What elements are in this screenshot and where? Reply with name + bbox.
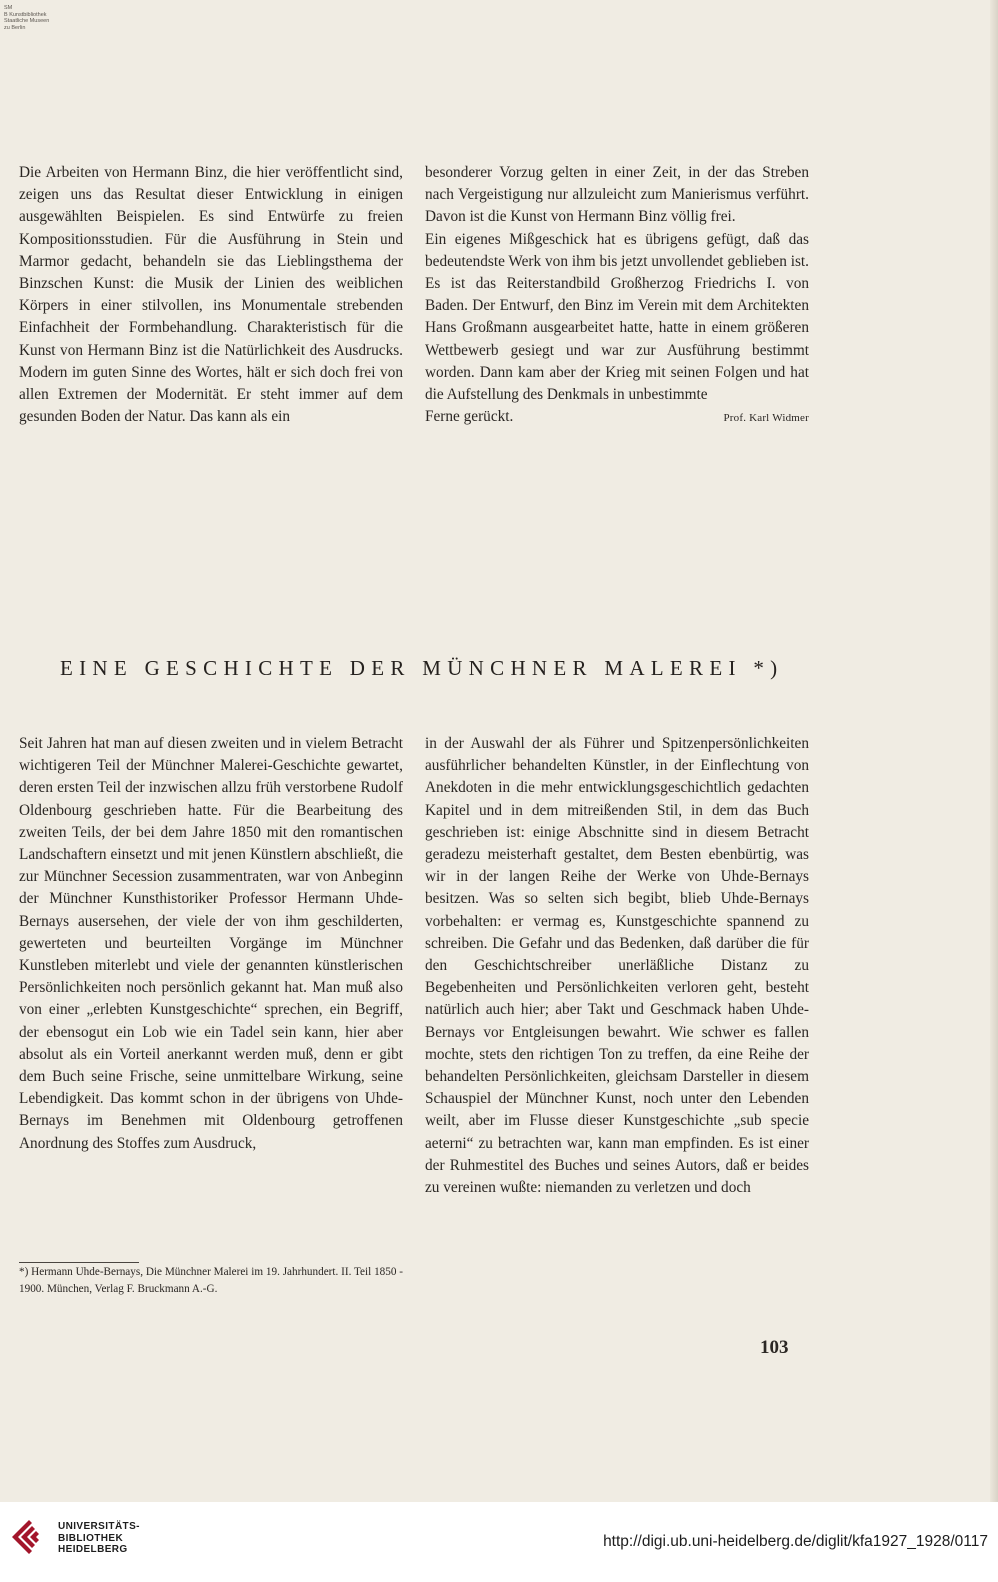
- university-logo-icon: [10, 1518, 48, 1556]
- library-stamp: [4, 5, 84, 31]
- institution-line: BIBLIOTHEK: [58, 1532, 124, 1544]
- paragraph: in der Auswahl der als Führer und Spitzenpersönlichkeiten ausführlicher behandelten Künstler, in der Einflechtung von Anekdoten in die mehr entwicklungsgeschichtlich gedachten Kapitel und in dem mitreißenden Stil, in dem das Buch geschrieben ist: einige Abschnitte sind in diesem Betracht geradezu meisterhaft gestaltet, dem Besten ebenbürtig, was wir in der langen Reihe der Werke von Uhde-Bernays besitzen. Was so selten sich begibt, blieb Uhde-Bernays vorbehalten: er vermag es, Kunstgeschichte spannend zu schreiben. Die Gefahr und das Bedenken, daß darüber die für den Geschichtschreiber unerläßliche Distanz zu Begebenheiten und Persönlichkeiten verloren geht, besteht natürlich auch hier; aber Takt und Geschmack haben Uhde-Bernays vor Entgleisungen bewahrt. Wie schwer es fallen mochte, stets den richtigen Ton zu treffen, da eine Reihe der behandelten Persönlichkeiten, gleichsam Darsteller in diesem Schauspiel der Münchner Kunst, noch unter den Lebenden weilt, aber im Flusse dieser Kunstgeschichte „sub specie aeterni“ zu betrachten war, kann man empfinden. Es ist einer der Ruhmestitel des Buches und seines Autors, daß er beides zu vereinen wußte: niemanden zu verletzen und doch: [425, 735, 809, 1197]
- paragraph: Seit Jahren hat man auf diesen zweiten und in vielem Betracht wichtigeren Teil der Münchner Malerei-Geschichte gewartet, deren ersten Teil der inzwischen allzu früh verstorbene Rudolf Oldenbourg geschrieben hatte. Für die Bearbeitung des zweiten Teils, der bei dem Jahre 1850 mit den romantischen Landschaftern einsetzt und mit jenen Künstlern abschließt, die zur Münchner Secession zusammentraten, war von Anbeginn der Münchner Kunsthistoriker Professor Hermann Uhde-Bernays ausersehen, der viele der von ihm geschilderten, gewerteten und beurteilten Vorgänge im Münchner Kunstleben miterlebt und viele der genannten künstlerischen Persönlichkeiten noch persönlich gekannt hat. Man muß also von einer „erlebten Kunstgeschichte“ sprechen, ein Begriff, der ebensogut ein Lob wie ein Tadel sein kann, hier aber absolut als ein Vorteil anerkannt werden muß, denn er gibt dem Buch seine Frische, seine unmittelbare Wirkung, seine Lebendigkeit. Das kommt schon in der übrigens von Uhde-Bernays im Benehmen mit Oldenbourg getroffenen Anordnung des Stoffes zum Ausdruck,: [19, 735, 403, 1152]
- paragraph: Die Arbeiten von Hermann Binz, die hier veröffentlicht sind, zeigen uns das Resultat dieser Entwicklung in einigen ausgewählten Beispielen. Es sind Entwürfe zu freien Kompositionsstudien. Für die Ausführung in Stein und Marmor gedacht, behandeln sie das Lieblingsthema der Binzschen Kunst: die Musik der Linien des weiblichen Körpers in einer stilvollen, ins Monumentale strebenden Einfachheit der Formbehandlung. Charakteristisch für die Kunst von Hermann Binz ist die Natürlichkeit des Ausdrucks. Modern im guten Sinne des Wortes, hält er sich doch frei von allen Extremen der Modernität. Er steht immer auf dem gesunden Boden der Natur. Das kann als ein: [19, 164, 403, 426]
- institution-line: UNIVERSITÄTS-: [58, 1521, 140, 1532]
- article-bottom-right-column: [425, 733, 809, 1199]
- page-edge: [990, 0, 998, 1502]
- closing-line: [425, 406, 809, 429]
- digitization-footer: [0, 1502, 998, 1582]
- closing-text: Ferne gerückt.: [425, 408, 514, 426]
- source-url: http://digi.ub.uni-heidelberg.de/diglit/kfa1927_1928/0117: [603, 1533, 988, 1550]
- article-top-right-column: [425, 162, 809, 429]
- author-signature: Prof. Karl Widmer: [723, 412, 809, 425]
- paragraph: besonderer Vorzug gelten in einer Zeit, in der das Streben nach Vergeistigung nur allzuleicht zum Manierismus verführt. Davon ist die Kunst von Hermann Binz völlig frei.: [425, 164, 809, 226]
- stamp-line: B Kunstbibliothek: [4, 11, 47, 18]
- institution-line: HEIDELBERG: [58, 1544, 128, 1555]
- article-top-left-column: [19, 162, 403, 428]
- footnote: *) Hermann Uhde-Bernays, Die Münchner Malerei im 19. Jahrhundert. II. Teil 1850 - 1900. München, Verlag F. Bruckmann A.-G.: [19, 1266, 403, 1295]
- footnote-divider: [19, 1262, 139, 1263]
- article-heading: EINE GESCHICHTE DER MÜNCHNER MALEREI *): [60, 656, 784, 680]
- article-bottom-left-column: [19, 733, 403, 1155]
- stamp-line: Staatliche Museen: [4, 18, 50, 24]
- paragraph: Ein eigenes Mißgeschick hat es übrigens gefügt, daß das bedeutendste Werk von ihm bis jetzt unvollendet geblieben ist. Es ist das Reiterstandbild Großherzog Friedrichs I. von Baden. Der Entwurf, den Binz im Verein mit dem Architekten Hans Großmann ausgearbeitet hatte, hatte in einem größeren Wettbewerb gesiegt und war zur Ausführung bestimmt worden. Dann kam aber der Krieg mit seinen Folgen und hat die Aufstellung des Denkmals in unbestimmte: [425, 230, 809, 404]
- stamp-line: zu Berlin: [4, 24, 26, 31]
- institution-name: [58, 1521, 140, 1556]
- stamp-line: SM: [4, 5, 13, 11]
- page-number: 103: [760, 1337, 789, 1358]
